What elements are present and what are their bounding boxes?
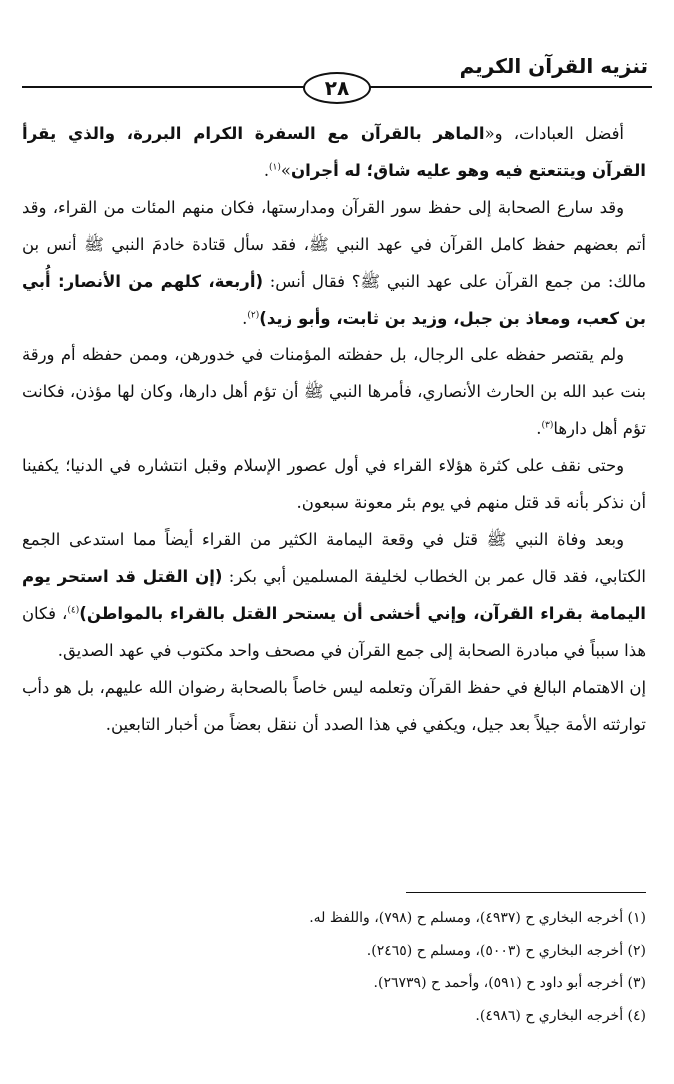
text-segment: ولم يقتصر حفظه على الرجال، بل حفظته المؤمنات في خدورهن، وممن حفظه أم ورقة بنت عبد الله بن الحارث الأنصاري، فأمرها النبي ﷺ أن تؤم أهل دارها، وكان لها مؤذن، فكانت تؤم أهل دارها — [22, 345, 646, 439]
footnote-3: (٣) أخرجه أبو داود ح (٥٩١)، وأحمد ح (٢٦٧٣٩). — [373, 975, 646, 991]
quoted-text: (إن القتل قد استحر يوم اليمامة بقراء القرآن، وإني أخشى أن يستحر القتل بالقراء بالمواطن) — [22, 566, 646, 623]
paragraph-4 — [22, 448, 646, 522]
quoted-text: الماهر بالقرآن مع السفرة الكرام البررة، والذي يقرأ القرآن ويتتعتع فيه وهو عليه شاق؛ له أجران — [22, 124, 646, 180]
footnote-4: (٤) أخرجه البخاري ح (٤٩٨٦). — [475, 1007, 646, 1024]
footnote-1: (١) أخرجه البخاري ح (٤٩٣٧)، ومسلم ح (٧٩٨)، واللفظ له. — [309, 910, 646, 926]
text-segment: . — [242, 308, 248, 328]
footnote-ref: (٣) — [541, 420, 554, 431]
text-segment: » — [280, 160, 291, 180]
quoted-text: (أربعة، كلهم من الأنصار: أُبي بن كعب، ومعاذ بن جبل، وزيد بن ثابت، وأبو زيد) — [22, 271, 646, 328]
paragraph-2 — [22, 190, 646, 338]
footnote-ref: (٢) — [247, 310, 260, 321]
paragraph-1 — [22, 116, 646, 190]
running-title: تنزيه القرآن الكريم — [459, 54, 648, 78]
paragraph-3 — [22, 337, 646, 448]
footnote-2: (٢) أخرجه البخاري ح (٥٠٠٣)، ومسلم ح (٢٤٦٥). — [366, 942, 646, 959]
paragraph-6 — [22, 670, 646, 744]
text-segment: وحتى نقف على كثرة هؤلاء القراء في أول عصور الإسلام وقبل انتشاره في الدنيا؛ يكفينا أن نذكر بأنه قد قتل منهم في يوم بئر معونة سبعون. — [22, 456, 646, 513]
footnote-separator — [406, 892, 646, 893]
paragraph-5 — [22, 522, 646, 670]
text-segment: . — [536, 419, 542, 439]
text-segment: وقد سارع الصحابة إلى حفظ سور القرآن ومدارستها، فكان منهم المئات من القراء، وقد أتم بعضهم حفظ كامل القرآن في عهد النبي ﷺ، فقد سأل قتادة خادمَ النبي ﷺ أنس بن مالك: من جمع القرآن على عهد النبي ﷺ؟ فقال أنس: — [22, 197, 646, 291]
page-number: ٢٨ — [303, 72, 371, 104]
text-segment: أفضل العبادات، و« — [484, 124, 624, 143]
text-segment: إن الاهتمام البالغ في حفظ القرآن وتعلمه ليس خاصاً بالصحابة رضوان الله عليهم، بل هو دأب توارثته الأمة جيلاً بعد جيل، ويكفي في هذا الصدد أن ننقل بعضاً من أخبار التابعين. — [22, 677, 646, 734]
footnote-ref: (١) — [269, 162, 281, 173]
text-segment: وبعد وفاة النبي ﷺ قتل في وقعة اليمامة الكثير من القراء أيضاً مما استدعى الجمع الكتابي، فقد قال عمر بن الخطاب لخليفة المسلمين أبي بكر: — [22, 529, 646, 586]
text-segment: . — [263, 160, 270, 180]
page-header — [22, 52, 652, 104]
footnote-ref: (٤) — [67, 605, 80, 616]
footnotes — [22, 902, 646, 1032]
body-text — [22, 116, 646, 743]
text-segment: ، فكان هذا سبباً في مبادرة الصحابة إلى جمع القرآن في مصحف واحد مكتوب في عهد الصديق. — [22, 603, 646, 660]
